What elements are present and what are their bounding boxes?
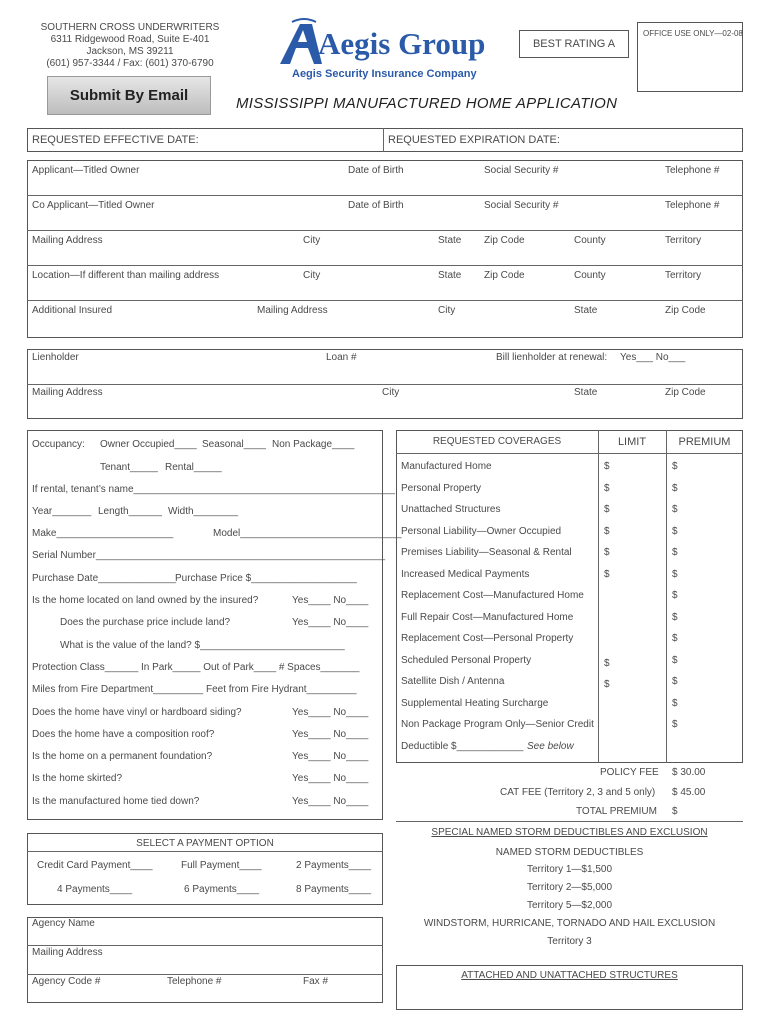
foundation-yesno[interactable]: Yes____ No____ <box>292 751 369 762</box>
agency-divider <box>27 945 383 946</box>
coverage-premium[interactable]: $ <box>672 612 678 623</box>
co-ssn-field[interactable]: Social Security # <box>484 200 559 211</box>
vinyl-siding-yesno[interactable]: Yes____ No____ <box>292 707 369 718</box>
payment-title: SELECT A PAYMENT OPTION <box>136 838 274 849</box>
policy-fee-value: $ 30.00 <box>672 767 706 778</box>
company-phone-fax: (601) 957-3344 / Fax: (601) 370-6790 <box>46 58 214 69</box>
model-field[interactable]: Model_____________________________ <box>213 528 402 539</box>
aegis-logo <box>278 18 508 84</box>
row-divider <box>27 384 743 385</box>
policy-fee-label: POLICY FEE <box>600 767 659 778</box>
territory-field[interactable]: Territory <box>665 235 702 246</box>
storm-top-divider <box>396 821 743 822</box>
payment-header-divider <box>27 851 383 852</box>
co-telephone-field[interactable]: Telephone # <box>665 200 720 211</box>
eight-payments-option[interactable]: 8 Payments____ <box>296 884 372 895</box>
storm-title: SPECIAL NAMED STORM DEDUCTIBLES AND EXCLUSION <box>431 827 708 838</box>
additional-zip-field[interactable]: Zip Code <box>665 305 706 316</box>
dates-divider <box>383 128 384 152</box>
coverage-limit[interactable]: $ <box>604 483 610 494</box>
cat-fee-value: $ 45.00 <box>672 787 706 798</box>
cat-fee-label: CAT FEE (Territory 2, 3 and 5 only) <box>500 787 656 798</box>
storm-territory-3: Territory 3 <box>547 936 592 947</box>
row-divider <box>27 230 743 231</box>
effective-date-label[interactable]: REQUESTED EFFECTIVE DATE: <box>32 134 199 146</box>
agency-divider <box>27 974 383 975</box>
non-package-field[interactable]: Non Package____ <box>272 439 355 450</box>
make-field[interactable]: Make_____________________ <box>32 528 174 539</box>
state-field[interactable]: State <box>438 235 462 246</box>
skirted-yesno[interactable]: Yes____ No____ <box>292 773 369 784</box>
coverage-premium[interactable]: $ <box>672 698 678 709</box>
vinyl-siding-question: Does the home have vinyl or hardboard siding? <box>32 707 242 718</box>
skirted-question: Is the home skirted? <box>32 773 123 784</box>
tied-down-question: Is the manufactured home tied down? <box>32 796 200 807</box>
purchase-land-question: Does the purchase price include land? <box>60 617 231 628</box>
tenant-field[interactable]: Tenant_____ <box>100 462 158 473</box>
storm-territory-5: Territory 5—$2,000 <box>526 900 613 911</box>
expiration-date-label[interactable]: REQUESTED EXPIRATION DATE: <box>388 134 560 146</box>
purchase-price-field[interactable]: Purchase Price $___________________ <box>175 573 357 584</box>
row-divider <box>27 265 743 266</box>
deductible-field[interactable]: Deductible $____________ <box>401 741 524 752</box>
logo-title: Aegis Group <box>318 26 486 61</box>
coverage-name: Full Repair Cost—Manufactured Home <box>401 612 574 623</box>
premium-column-divider <box>666 430 667 763</box>
coverage-premium[interactable]: $ <box>672 504 678 515</box>
tied-down-yesno[interactable]: Yes____ No____ <box>292 796 369 807</box>
applicant-section <box>27 160 743 338</box>
seasonal-field[interactable]: Seasonal____ <box>202 439 266 450</box>
coverage-premium[interactable]: $ <box>672 590 678 601</box>
location-zip-field[interactable]: Zip Code <box>484 270 525 281</box>
coverage-name: Supplemental Heating Surcharge <box>401 698 549 709</box>
additional-city-field[interactable]: City <box>438 305 456 316</box>
coverage-premium[interactable]: $ <box>672 483 678 494</box>
coverage-limit[interactable]: $ <box>604 547 610 558</box>
coverage-limit[interactable]: $ <box>604 504 610 515</box>
storm-territory-1: Territory 1—$1,500 <box>526 864 613 875</box>
additional-state-field[interactable]: State <box>574 305 598 316</box>
coverage-premium[interactable]: $ <box>672 719 678 730</box>
additional-mailing-field[interactable]: Mailing Address <box>257 305 328 316</box>
rental-field[interactable]: Rental_____ <box>165 462 222 473</box>
credit-card-option[interactable]: Credit Card Payment____ <box>37 860 153 871</box>
coverage-name: Non Package Program Only—Senior Credit <box>401 719 594 730</box>
ssn-field[interactable]: Social Security # <box>484 165 559 176</box>
county-field[interactable]: County <box>574 235 606 246</box>
lien-zip-field[interactable]: Zip Code <box>665 387 706 398</box>
office-use-label: OFFICE USE ONLY—02-08 <box>643 29 743 38</box>
co-dob-field[interactable]: Date of Birth <box>348 200 404 211</box>
land-owned-yesno[interactable]: Yes____ No____ <box>292 595 369 606</box>
mailing-address-field[interactable]: Mailing Address <box>32 235 103 246</box>
location-county-field[interactable]: County <box>574 270 606 281</box>
six-payments-option[interactable]: 6 Payments____ <box>184 884 260 895</box>
co-applicant-field[interactable]: Co Applicant—Titled Owner <box>32 200 155 211</box>
length-field[interactable]: Length______ <box>98 506 162 517</box>
lien-city-field[interactable]: City <box>382 387 400 398</box>
limit-column-divider <box>598 430 599 763</box>
coverage-limit[interactable]: $ <box>604 658 610 669</box>
location-territory-field[interactable]: Territory <box>665 270 702 281</box>
agency-fax-field[interactable]: Fax # <box>303 976 329 987</box>
loan-field[interactable]: Loan # <box>326 352 357 363</box>
land-owned-question: Is the home located on land owned by the insured? <box>32 595 259 606</box>
storm-subtitle: NAMED STORM DEDUCTIBLES <box>495 847 644 858</box>
coverage-name: Replacement Cost—Personal Property <box>401 633 574 644</box>
total-premium-label: TOTAL PREMIUM <box>576 806 657 817</box>
company-name: SOUTHERN CROSS UNDERWRITERS <box>40 22 220 33</box>
coverage-limit[interactable]: $ <box>604 526 610 537</box>
land-value-field[interactable]: What is the value of the land? $__________________________ <box>60 640 345 651</box>
year-field[interactable]: Year_______ <box>32 506 92 517</box>
width-field[interactable]: Width________ <box>168 506 239 517</box>
coverage-premium[interactable]: $ <box>672 526 678 537</box>
coverage-premium[interactable]: $ <box>672 569 678 580</box>
coverage-name: Increased Medical Payments <box>401 569 530 580</box>
four-payments-option[interactable]: 4 Payments____ <box>57 884 133 895</box>
agency-code-field[interactable]: Agency Code # <box>32 976 101 987</box>
coverage-name: Personal Property <box>401 483 482 494</box>
company-address-line1: 6311 Ridgewood Road, Suite E-401 <box>50 34 210 45</box>
tenant-name-field[interactable]: If rental, tenant’s name_______________________________________________ <box>32 484 395 495</box>
location-field[interactable]: Location—If different than mailing address <box>32 270 220 281</box>
zip-field[interactable]: Zip Code <box>484 235 525 246</box>
coverage-premium[interactable]: $ <box>672 547 678 558</box>
agency-mailing-field[interactable]: Mailing Address <box>32 947 103 958</box>
logo-subtitle: Aegis Security Insurance Company <box>292 68 477 80</box>
coverage-name: Scheduled Personal Property <box>401 655 532 666</box>
storm-territory-2: Territory 2—$5,000 <box>526 882 613 893</box>
company-address-line2: Jackson, MS 39211 <box>86 46 174 57</box>
coverage-limit[interactable]: $ <box>604 679 610 690</box>
lienholder-field[interactable]: Lienholder <box>32 352 79 363</box>
structures-title: ATTACHED AND UNATTACHED STRUCTURES <box>461 970 678 981</box>
coverages-header-divider <box>396 453 743 454</box>
coverage-name: Manufactured Home <box>401 461 492 472</box>
coverage-limit[interactable]: $ <box>604 569 610 580</box>
coverage-premium[interactable]: $ <box>672 655 678 666</box>
row-divider <box>27 195 743 196</box>
bill-lienholder-yesno[interactable]: Yes___ No___ <box>620 352 686 363</box>
foundation-question: Is the home on a permanent foundation? <box>32 751 213 762</box>
additional-insured-field[interactable]: Additional Insured <box>32 305 113 316</box>
fire-distance-field[interactable]: Miles from Fire Department_________ Feet from Fire Hydrant_________ <box>32 684 357 695</box>
coverage-name: Satellite Dish / Antenna <box>401 676 505 687</box>
coverage-name: Unattached Structures <box>401 504 501 515</box>
storm-exclusion: WINDSTORM, HURRICANE, TORNADO AND HAIL EXCLUSION <box>423 918 716 929</box>
coverage-name: Replacement Cost—Manufactured Home <box>401 590 584 601</box>
row-divider <box>27 300 743 301</box>
purchase-date-field[interactable]: Purchase Date______________ <box>32 573 177 584</box>
bill-lienholder-label: Bill lienholder at renewal: <box>496 352 608 363</box>
coverage-premium[interactable]: $ <box>672 633 678 644</box>
coverage-premium[interactable]: $ <box>672 461 678 472</box>
lien-state-field[interactable]: State <box>574 387 598 398</box>
location-city-field[interactable]: City <box>303 270 321 281</box>
occupancy-label: Occupancy: <box>32 439 85 450</box>
coverage-limit[interactable]: $ <box>604 461 610 472</box>
composition-roof-yesno[interactable]: Yes____ No____ <box>292 729 369 740</box>
composition-roof-question: Does the home have a composition roof? <box>32 729 215 740</box>
serial-number-field[interactable]: Serial Number____________________________________________________ <box>32 550 386 561</box>
limit-header: LIMIT <box>617 436 647 448</box>
best-rating-box <box>519 30 629 58</box>
premium-header: PREMIUM <box>678 436 731 448</box>
total-premium-value[interactable]: $ <box>672 806 678 817</box>
dob-field[interactable]: Date of Birth <box>348 165 404 176</box>
lien-mailing-field[interactable]: Mailing Address <box>32 387 103 398</box>
agency-telephone-field[interactable]: Telephone # <box>167 976 222 987</box>
best-rating: BEST RATING A <box>532 38 616 50</box>
coverage-premium[interactable]: $ <box>672 676 678 687</box>
two-payments-option[interactable]: 2 Payments____ <box>296 860 372 871</box>
coverages-header: REQUESTED COVERAGES <box>432 436 562 447</box>
applicant-field[interactable]: Applicant—Titled Owner <box>32 165 140 176</box>
city-field[interactable]: City <box>303 235 321 246</box>
full-payment-option[interactable]: Full Payment____ <box>181 860 262 871</box>
agency-name-field[interactable]: Agency Name <box>32 918 95 929</box>
purchase-land-yesno[interactable]: Yes____ No____ <box>292 617 369 628</box>
protection-class-field[interactable]: Protection Class______ In Park_____ Out of Park____ # Spaces_______ <box>32 662 360 673</box>
owner-occupied-field[interactable]: Owner Occupied____ <box>100 439 197 450</box>
office-use-box <box>637 22 743 92</box>
coverage-name: Premises Liability—Seasonal & Rental <box>401 547 572 558</box>
coverage-name: Personal Liability—Owner Occupied <box>401 526 562 537</box>
submit-by-email-button[interactable]: Submit By Email <box>47 76 211 115</box>
telephone-field[interactable]: Telephone # <box>665 165 720 176</box>
deductible-see-below: See below <box>527 741 574 752</box>
location-state-field[interactable]: State <box>438 270 462 281</box>
form-title: MISSISSIPPI MANUFACTURED HOME APPLICATION <box>236 95 618 112</box>
